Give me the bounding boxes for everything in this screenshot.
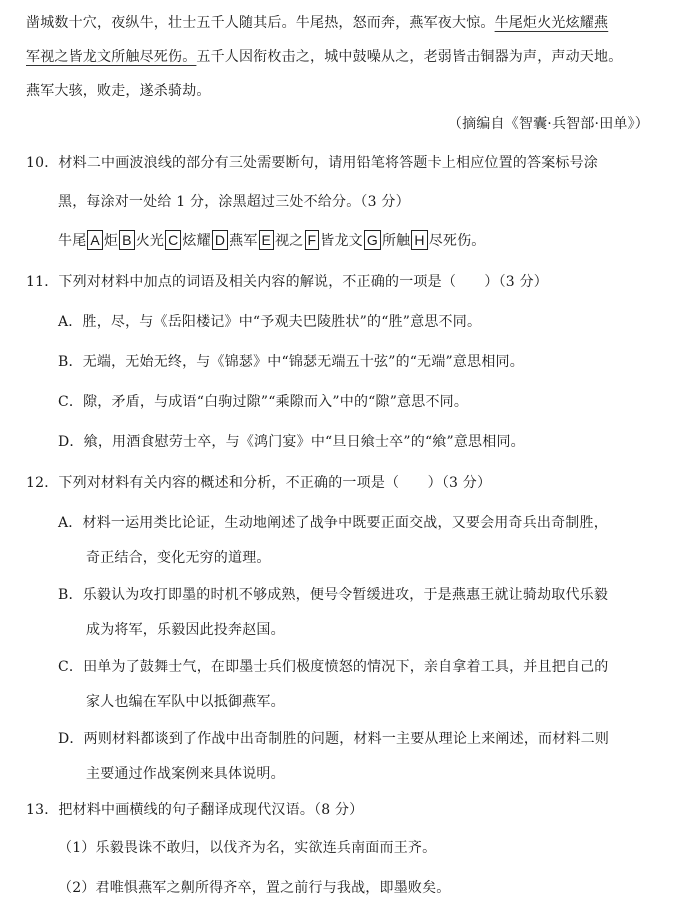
passage-text: 五千人因衔枚击之，城中鼓噪从之，老弱皆击铜器为声，声动天地。 [196,49,623,65]
q12-option-b: B．乐毅认为攻打即墨的时机不够成熟，便号令暂缓进攻，于是燕惠王就让骑劫取代乐毅 [58,587,609,603]
passage-line-1 [26,12,608,32]
marker-f[interactable]: F [305,230,320,250]
marker-e[interactable]: E [259,230,275,250]
q10-break-sentence: 牛尾 A 炬 B 火光 C 炫耀 D 燕军 E 视之 F 皆龙文 G 所触 H 尽死伤。 [58,232,486,249]
marker-a[interactable]: A [87,230,103,250]
marker-g[interactable]: G [364,230,381,250]
q12-option-c-cont: 家人也编在军队中以抵御燕军。 [86,694,285,710]
q12-stem: 12．下列对材料有关内容的概述和分析，不正确的一项是（ ）（3 分） [26,475,492,491]
marker-h[interactable]: H [411,230,427,250]
marker-d[interactable]: D [212,230,228,250]
underlined-sentence: 牛尾炬火光炫耀燕 [494,15,609,31]
q12-option-a: A．材料一运用类比论证，生动地阐述了战争中既要正面交战，又要会用奇兵出奇制胜， [58,515,608,531]
q11-option-c: C．隙，矛盾，与成语“白驹过隙”“乘隙而入”中的“隙”意思不同。 [58,394,469,410]
q11-stem: 11．下列对材料中加点的词语及相关内容的解说，不正确的一项是（ ）（3 分） [26,274,548,290]
q11-option-a: A．胜，尽，与《岳阳楼记》中“予观夫巴陵胜状”的“胜”意思不同。 [58,314,482,330]
q13-sentence-1: （1）乐毅畏诛不敢归，以伐齐为名，实欲连兵南面而王齐。 [58,840,437,856]
q12-option-c: C．田单为了鼓舞士气，在即墨士兵们极度愤怒的情况下，亲自拿着工具，并且把自己的 [58,659,609,675]
q12-option-d-cont: 主要通过作战案例来具体说明。 [86,766,285,782]
passage-text: 凿城数十穴，夜纵牛，壮士五千人随其后。牛尾热，怒而奔，燕军夜大惊。 [26,15,495,31]
q10-stem-cont: 黑，每涂对一处给 1 分，涂黑超过三处不给分。（3 分） [58,194,410,210]
passage-line-2 [26,46,622,66]
passage-source: （摘编自《智囊·兵智部·田单》） [447,116,649,132]
q11-option-b: B．无端，无始无终，与《锦瑟》中“锦瑟无端五十弦”的“无端”意思相同。 [58,354,524,370]
q13-stem: 13．把材料中画横线的句子翻译成现代汉语。（8 分） [26,802,364,818]
marker-c[interactable]: C [165,230,181,250]
q11-option-d: D．飨，用酒食慰劳士卒，与《鸿门宴》中“旦日飨士卒”的“飨”意思相同。 [58,434,525,450]
q13-sentence-2: （2）君唯惧燕军之劓所得齐卒，置之前行与我战，即墨败矣。 [58,880,451,896]
q10-stem: 10．材料二中画波浪线的部分有三处需要断句，请用铅笔将答题卡上相应位置的答案标号涂 [26,155,599,171]
q12-option-a-cont: 奇正结合，变化无穷的道理。 [86,550,271,566]
q12-option-d: D．两则材料都谈到了作战中出奇制胜的问题，材料一主要从理论上来阐述，而材料二则 [58,731,610,747]
underlined-sentence: 军视之皆龙文所触尽死伤。 [26,49,197,65]
marker-b[interactable]: B [119,230,135,250]
passage-line-3: 燕军大骇，败走，遂杀骑劫。 [26,83,211,99]
q12-option-b-cont: 成为将军，乐毅因此投奔赵国。 [86,622,285,638]
